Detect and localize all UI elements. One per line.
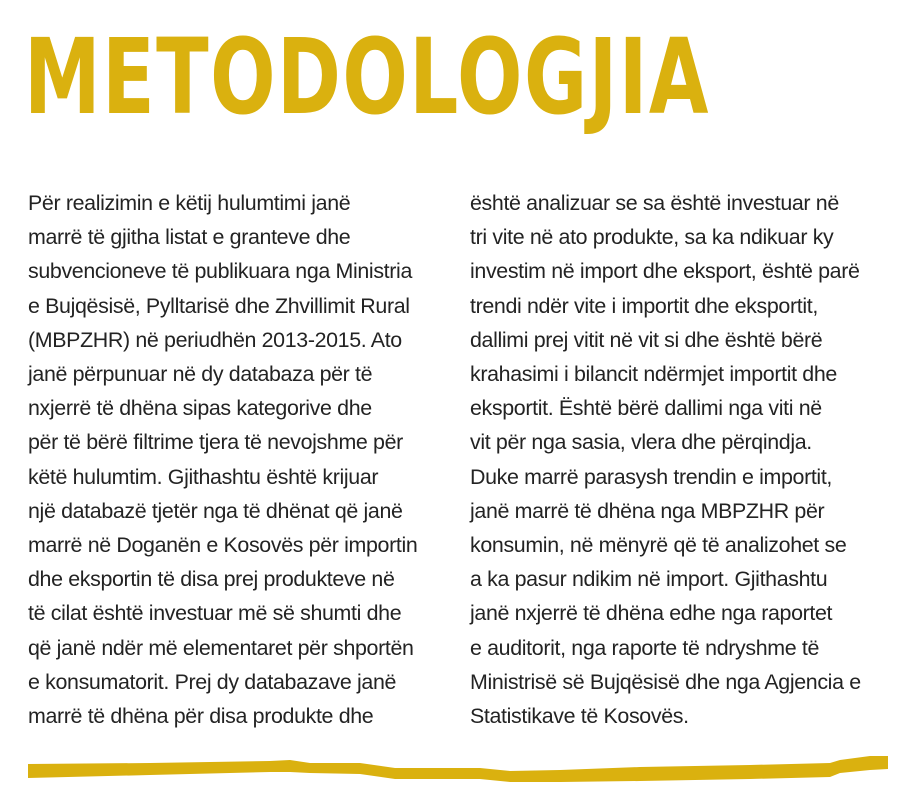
text-line: investim në import dhe eksport, është parë xyxy=(470,259,860,284)
text-line: marrë në Doganën e Kosovës për importin xyxy=(28,533,418,558)
text-line: eksportit. Është bërë dallimi nga viti në xyxy=(470,396,822,421)
text-line: marrë të gjitha listat e granteve dhe xyxy=(28,225,351,250)
text-line: a ka pasur ndikim në import. Gjithashtu xyxy=(470,567,828,592)
brush-stroke xyxy=(28,756,888,782)
text-line: e konsumatorit. Prej dy databazave janë xyxy=(28,669,397,694)
text-line: janë përpunuar në dy databaza për të xyxy=(28,362,373,387)
text-line: këtë hulumtim. Gjithashtu është krijuar xyxy=(28,464,379,489)
text-line: Statistikave të Kosovës. xyxy=(470,704,689,729)
text-line: nxjerrë të dhëna sipas kategorive dhe xyxy=(28,396,372,421)
text-line: e Bujqësisë, Pylltarisë dhe Zhvillimit Rural xyxy=(28,293,410,318)
text-line: trendi ndër vite i importit dhe eksportit, xyxy=(470,293,818,318)
text-line: dhe eksportin të disa prej produkteve në xyxy=(28,567,395,592)
text-line: Ministrisë së Bujqësisë dhe nga Agjencia e xyxy=(470,669,861,694)
text-line: (MBPZHR) në periudhën 2013-2015. Ato xyxy=(28,327,402,352)
text-line: krahasimi i bilancit ndërmjet importit dhe xyxy=(470,362,837,387)
text-line: që janë ndër më elementaret për shportën xyxy=(28,635,414,660)
text-line: janë nxjerrë të dhëna edhe nga raportet xyxy=(470,601,833,626)
text-line: vit për nga sasia, vlera dhe përqindja. xyxy=(470,430,812,455)
text-line: është analizuar se sa është investuar në xyxy=(470,191,839,215)
body-text-left-column xyxy=(28,186,458,733)
text-line: konsumin, në mënyrë që të analizohet se xyxy=(470,533,847,558)
text-line: Për realizimin e këtij hulumtimi janë xyxy=(28,191,351,215)
text-line: e auditorit, nga raporte të ndryshme të xyxy=(470,635,820,660)
text-line: një databazë tjetër nga të dhënat që janë xyxy=(28,498,403,523)
text-line: për të bërë filtrime tjera të nevojshme për xyxy=(28,430,403,455)
body-text-right-column xyxy=(470,186,900,733)
text-line: dallimi prej vitit në vit si dhe është bërë xyxy=(470,327,823,352)
text-line: Duke marrë parasysh trendin e importit, xyxy=(470,464,833,489)
text-line: subvencioneve të publikuara nga Ministria xyxy=(28,259,412,284)
text-line: të cilat është investuar më së shumti dhe xyxy=(28,601,402,626)
text-line: tri vite në ato produkte, sa ka ndikuar ky xyxy=(470,225,834,250)
brush-stroke-divider xyxy=(0,730,900,796)
text-line: marrë të dhëna për disa produkte dhe xyxy=(28,704,374,729)
text-line: janë marrë të dhëna nga MBPZHR për xyxy=(470,498,825,523)
page-title: METODOLOGJIA xyxy=(24,16,710,138)
